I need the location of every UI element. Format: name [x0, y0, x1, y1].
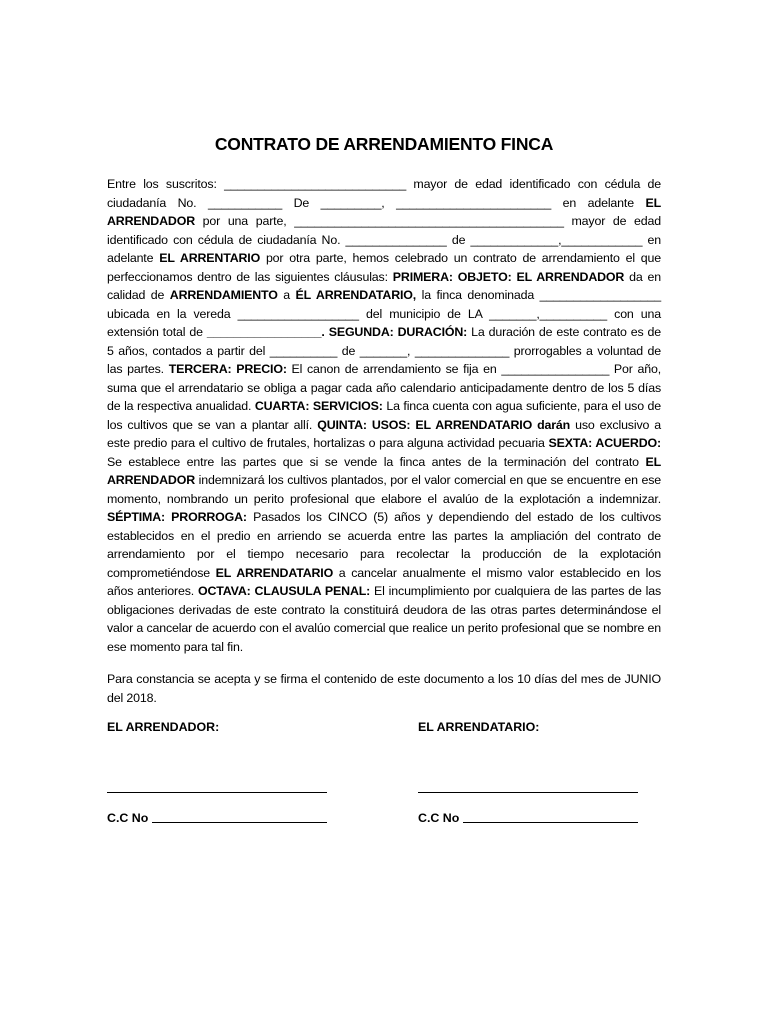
text-run: por una parte, ________________________________________ mayor de edad identificado con cédula de ciudadanía No. _______________ de _____________,____________ en adelante — [107, 214, 661, 265]
text-run: da en calidad de — [107, 269, 661, 302]
lessor-signature-label: EL ARRENDADOR: — [107, 720, 220, 734]
lessor-id-line — [152, 822, 327, 823]
bold-text-run: CUARTA: SERVICIOS: — [254, 399, 383, 413]
lessee-signature-line — [418, 792, 638, 793]
text-run: La duración de este contrato es de 5 años, contados a partir del __________ de _______, ______________ prorrogables a voluntad de las partes. — [107, 325, 661, 376]
text-run: Se establece entre las partes que si se vende la finca antes de la terminación del contrato — [107, 454, 646, 469]
bold-text-run: SEXTA: ACUERDO: — [548, 436, 661, 450]
text-run: Pasados los CINCO (5) años y dependiendo del estado de los cultivos establecidos en el predio en arriendo se acuerda entre las partes la ampliación del contrato de arrendamiento por el tiempo necesario para recolectar la producción de la explotación comprometiéndose — [107, 510, 662, 580]
bold-text-run: ÉL ARRENDATARIO, — [295, 288, 417, 302]
bold-text-run: SEGUNDA: DURACIÓN: — [328, 325, 468, 339]
bold-text-run: EL ARRENDADOR — [107, 195, 661, 228]
lessee-id-field — [418, 811, 638, 825]
bold-text-run: SÉPTIMA: PRORROGA: — [107, 510, 247, 524]
text-run: El incumplimiento por cualquiera de las partes de las obligaciones derivadas de este contrato la constituirá deudora de las otras partes determinándose el valor a cancelar de acuerdo con el avalúo comercial que realice un perito profesional que se nombre en ese momento para tal fin. — [107, 584, 661, 654]
text-run: por otra parte, hemos celebrado un contrato de arrendamiento el que perfeccionamos dentro de las siguientes cláusulas: — [107, 251, 662, 284]
text-run: a cancelar anualmente el mismo valor establecido en los años anteriores. — [107, 565, 661, 598]
bold-text-run: EL ARRENDATARIO — [215, 565, 334, 580]
text-run: indemnizará los cultivos plantados, por el valor comercial en que se encuentre en ese momento, nombrando un perito profesional que elabore el avalúo de la explotación a indemnizar. — [107, 473, 661, 506]
bold-text-run: _________________. — [206, 325, 325, 339]
bold-text-run: OCTAVA: CLAUSULA PENAL: — [197, 584, 371, 598]
lessee-id-line — [463, 822, 638, 823]
contract-body — [107, 175, 661, 707]
text-run: Para constancia se acepta y se firma el contenido de este documento a los 10 días del mes de JUNIO del 2018. — [107, 672, 661, 705]
lessor-id-label: C.C No — [107, 811, 149, 825]
document-title: CONTRATO DE ARRENDAMIENTO FINCA — [214, 134, 554, 154]
lessee-signature-label: EL ARRENDATARIO: — [418, 720, 540, 734]
bold-text-run: PRIMERA: OBJETO: EL ARRENDADOR — [392, 269, 625, 284]
text-run: El canon de arrendamiento se fija en ________________ Por año, suma que el arrendatario se obliga a pagar cada año calendario anticipadamente dentro de los 5 días de la respectiva anualidad. — [107, 362, 661, 413]
contract-clauses-paragraph — [107, 175, 661, 656]
text-run: Entre los suscritos: ___________________________ mayor de edad identificado con cédula de ciudadanía No. ___________ De _________, _______________________ en adelante — [107, 177, 661, 210]
bold-text-run: ARRENDAMIENTO — [169, 288, 278, 302]
bold-text-run: TERCERA: PRECIO: — [168, 362, 287, 376]
lessee-id-label: C.C No — [418, 811, 460, 825]
lessor-id-field — [107, 811, 327, 825]
bold-text-run: EL ARRENDADOR — [107, 454, 661, 487]
lessor-signature-line — [107, 792, 327, 793]
text-run: La finca cuenta con agua suficiente, para el uso de los cultivos que se van a plantar allí. — [107, 399, 661, 432]
text-run: a — [277, 288, 296, 302]
text-run: uso exclusivo a este predio para el cultivo de frutales, hortalizas o para alguna actividad pecuaria — [107, 417, 661, 450]
bold-text-run: EL ARRENTARIO — [159, 251, 261, 265]
bold-text-run: QUINTA: USOS: EL ARRENDATARIO darán — [317, 417, 571, 432]
closing-statement-paragraph — [107, 670, 661, 707]
text-run: la finca denominada __________________ ubicada en la vereda __________________ del municipio de LA _______,__________ con una extensión total de — [107, 288, 662, 339]
